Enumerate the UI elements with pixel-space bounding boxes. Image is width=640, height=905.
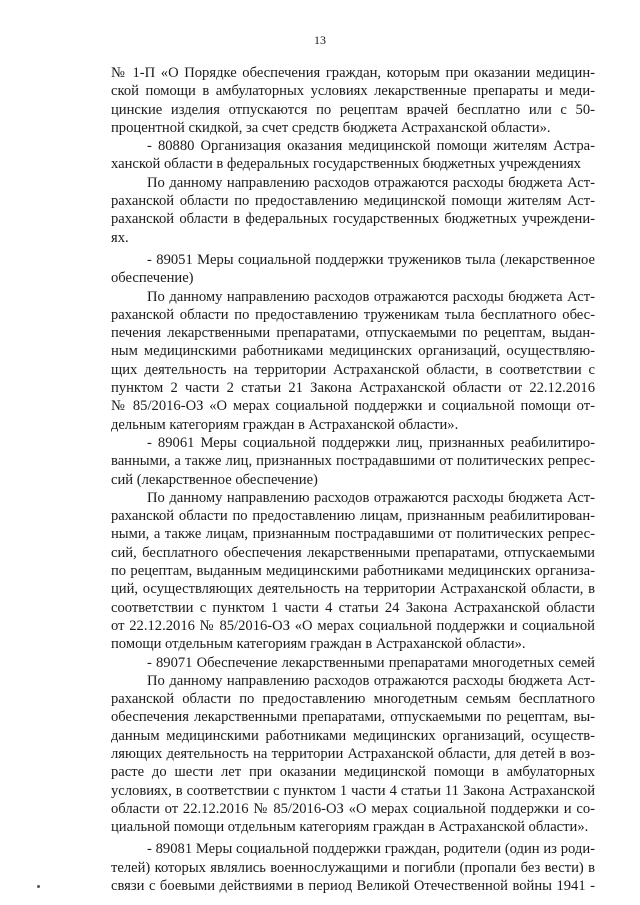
text-line: ханской области в федеральных государственных бюджетных учреждениях xyxy=(111,156,581,173)
text-line-code-80880: - 80880 Организация оказания медицинской помощи жителям Астра- xyxy=(147,138,595,155)
text-line: По данному направлению расходов отражаются расходы бюджета Аст- xyxy=(147,288,595,305)
text-line: ляющих деятельность на территории Астраханской области, для детей в воз- xyxy=(111,745,595,762)
text-line: расте до шести лет при оказании медицинской помощи в амбулаторных xyxy=(111,764,595,781)
document-body xyxy=(111,64,595,895)
text-line: дельным категориям граждан в Астраханской области». xyxy=(111,416,459,433)
text-line: условиях, в соответствии с пунктом 1 части 4 статьи 11 Закона Астраханской xyxy=(111,782,595,799)
text-line: соответствии с пунктом 1 части 4 статьи 24 Закона Астраханской области xyxy=(111,599,595,616)
text-line: процентной скидкой, за счет средств бюджета Астраханской области». xyxy=(111,119,551,136)
text-line: ций, осуществляющих деятельность на территории Астраханской области, в xyxy=(111,581,595,598)
text-line: По данному направлению расходов отражаются расходы бюджета Аст- xyxy=(147,672,595,689)
text-line-code-89081: - 89081 Меры социальной поддержки граждан, родители (один из роди- xyxy=(147,841,595,858)
text-line: сий, бесплатного обеспечения лекарственными препаратами, отпускаемыми xyxy=(111,544,595,561)
text-line: данным медицинскими работниками медицинских организаций, осуществ- xyxy=(111,727,595,744)
text-line: телей) которых являлись военнослужащими и погибли (пропали без вести) в xyxy=(111,859,595,876)
text-line: раханской области по предоставлению многодетным семьям бесплатного xyxy=(111,691,595,708)
text-line-code-89071: - 89071 Обеспечение лекарственными препаратами многодетных семей xyxy=(147,654,595,671)
text-line: раханской области по предоставлению труженикам тыла бесплатного обес- xyxy=(111,306,595,323)
page-number: 13 xyxy=(314,33,326,47)
text-line: По данному направлению расходов отражаются расходы бюджета Аст- xyxy=(147,174,595,191)
text-line: от 22.12.2016 № 85/2016-ОЗ «О мерах социальной поддержки и социальной xyxy=(111,617,595,634)
text-line: циальной помощи отдельным категориям граждан в Астраханской области». xyxy=(111,819,589,836)
text-line: пунктом 2 части 2 статьи 21 Закона Астраханской области от 22.12.2016 xyxy=(111,380,595,397)
text-line: ской помощи в амбулаторных условиях лекарственные препараты и меди- xyxy=(111,83,595,100)
scan-speck-mark xyxy=(37,885,40,888)
text-line-code-89051: - 89051 Меры социальной поддержки тружеников тыла (лекарственное xyxy=(147,251,595,268)
text-line: ными, а также лицам, признанным пострадавшими от политических репрес- xyxy=(111,526,595,543)
text-line: раханской области по предоставлению медицинской помощи жителям Аст- xyxy=(111,193,595,210)
text-line: обеспечения лекарственными препаратами, отпускаемыми по рецептам, вы- xyxy=(111,709,595,726)
text-line: по рецептам, выданным медицинскими работниками медицинских организа- xyxy=(111,563,595,580)
text-line: ным медицинскими работниками медицинских организаций, осуществляю- xyxy=(111,343,595,360)
text-line: обеспечение) xyxy=(111,270,194,287)
text-line: По данному направлению расходов отражаются расходы бюджета Аст- xyxy=(147,489,595,506)
text-line: щих деятельность на территории Астраханской области, в соответствии с xyxy=(111,361,595,378)
text-line: раханской области в федеральных государственных бюджетных учреждени- xyxy=(111,211,595,228)
text-line: № 85/2016-ОЗ «О мерах социальной поддержки и социальной помощи от- xyxy=(111,398,595,415)
text-line: ванными, а также лиц, признанных пострадавшими от политических репрес- xyxy=(111,453,595,470)
text-line: области от 22.12.2016 № 85/2016-ОЗ «О мерах социальной поддержки и со- xyxy=(111,800,595,817)
text-line: помощи отдельным категориям граждан в Астраханской области». xyxy=(111,636,526,653)
text-line: ях. xyxy=(111,229,129,246)
text-line: цинские изделия отпускаются по рецептам врачей бесплатно или с 50- xyxy=(111,101,595,118)
text-line: раханской области по предоставлению лицам, признанным реабилитирован- xyxy=(111,508,595,525)
text-line: сий (лекарственное обеспечение) xyxy=(111,471,318,488)
text-line: связи с боевыми действиями в период Великой Отечественной войны 1941 - xyxy=(111,878,595,895)
text-line: № 1-П «О Порядке обеспечения граждан, которым при оказании медицин- xyxy=(111,65,595,81)
text-line: печения лекарственными препаратами, отпускаемыми по рецептам, выдан- xyxy=(111,325,595,342)
text-line-code-89061: - 89061 Меры социальной поддержки лиц, признанных реабилитиро- xyxy=(147,434,595,451)
